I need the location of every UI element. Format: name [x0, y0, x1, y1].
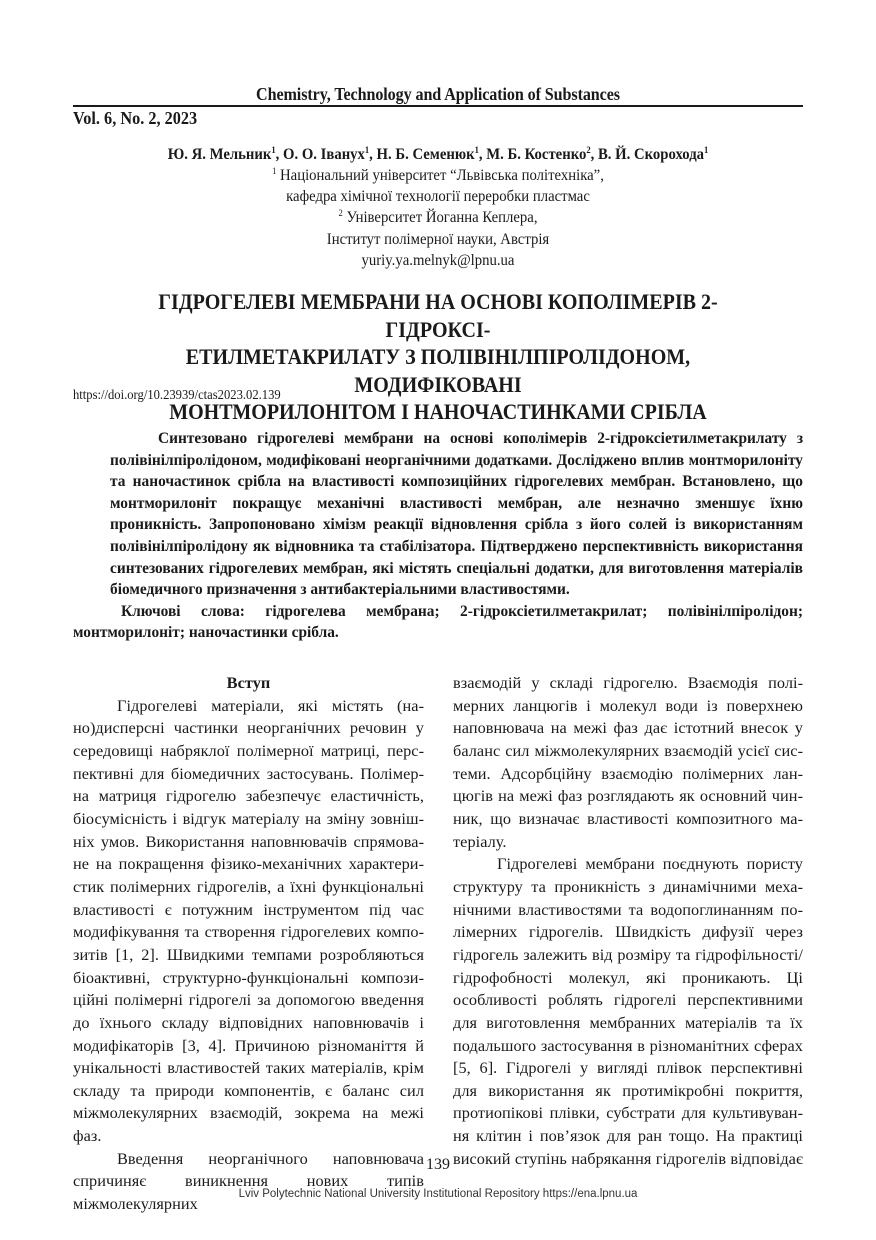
paragraph: взаємодій у складі гідрогелю. Взаємодія полімерних ланцюгів і молекул води із поверхнею наповнювача на межі фаз дає істотний внесок у баланс сил міжмолекулярних взаємодій усієї системи. Адсорбційну взаємодію полімерних ланцюгів на межі фаз розглядають як основний чинник, що визначає властивості композитного матеріалу. [453, 673, 803, 851]
article-title [119, 288, 756, 426]
keywords: Ключові слова: гідрогелева мембрана; 2-гідроксіетилметакрилат; полівінілпіролідон; монтморилоніт; наночастинки срібла. [73, 602, 803, 642]
affiliations [22, 165, 854, 271]
author-affiliation-mark: 2 [586, 144, 591, 155]
repository-footer: Lviv Polytechnic National University Institutional Repository https://ena.lpnu.ua [238, 1188, 638, 1200]
affiliation-2-line-2: Інститут полімерної науки, Австрія [326, 230, 550, 248]
author-name: Н. Б. Семенюк [376, 146, 475, 163]
author-email[interactable]: yuriy.ya.melnyk@lpnu.ua [361, 251, 515, 269]
page-number: 139 [426, 1156, 450, 1173]
affiliation-1-line-1: $^1$ Національний університет “Львівська політехніка”, [272, 165, 604, 184]
volume-info: Vol. 6, No. 2, 2023 [73, 108, 198, 128]
paragraph: Гідрогелеві мембрани поєднують пористу структуру та проникність з динамічними механічними властивостями та водопоглинанням полімерних гідрогелів. Швидкість дифузії через гідрогель залежить від розміру та гідрофільності/гідрофобності молекул, які проникають. Ці особливості роблять гідрогелі перспективними для виготовлення мембранних матеріалів та їх подальшого застосування в різноманітних сферах [5, 6]. Гідрогелі у вигляді плівок перспективні для використання як протимікробні покриття, протиопікові плівки, субстрати для культивування клітин і пов’язок для ран тощо. На практиці високий ступінь набрякання гідрогелів відповідає [453, 854, 803, 1168]
author-name: О. О. Іванух [283, 146, 365, 163]
section-heading: Вступ [226, 673, 271, 692]
title-line: МОНТМОРИЛОНІТОМ І НАНОЧАСТИНКАМИ СРІБЛА [169, 399, 707, 424]
affiliation-1-line-2: кафедра хімічної технології переробки пластмас [286, 188, 590, 206]
paragraph: Введення неорганічного наповнювача спричиняє виникнення нових типів міжмолекулярних [73, 1148, 424, 1214]
abstract [73, 428, 803, 644]
author-affiliation-mark: 1 [474, 144, 479, 155]
author-affiliation-mark: 1 [364, 144, 370, 155]
author-name: М. Б. Костенко [486, 146, 587, 163]
body-column-right [453, 672, 803, 1170]
title-line: ЕТИЛМЕТАКРИЛАТУ З ПОЛІВІНІЛПІРОЛІДОНОМ, МОДИФІКОВАНІ [185, 344, 691, 397]
author-list: Ю. Я. Мельник$^1$, О. О. Іванух$^1$, Н. Б. Семенюк$^1$, М. Б. Костенко$^2$, В. Й. Скорохода$^1$ [167, 144, 709, 163]
header-rule [73, 105, 803, 107]
journal-title: Chemistry, Technology and Application of Substances [256, 84, 620, 104]
author-affiliation-mark: 1 [704, 144, 709, 155]
paragraph: Гідрогелеві матеріали, які містять (нано)дисперсні частинки неорганічних речовин у середовищі набряклої полімерної матриці, перспективні для біомедичних застосувань. Полімерна матриця гідрогелю забезпечує еластичність, біосумісність і відгук матеріалу на зміну зовнішніх умов. Використання наповнювачів спрямоване на покращення фізико-механічних характеристик полімерних гідрогелів, а їхні функціональні властивості є потужним інструментом під час модифікування та створення гідрогелевих композитів [1, 2]. Швидкими темпами розробляються біоактивні, структурно-функціональні композиційні полімерні гідрогелі за допомогою введення до їхнього складу відповідних наповнювачів і модифікаторів [3, 4]. Причиною різноманіття й унікальності властивостей таких матеріалів, крім складу та природи компонентів, є баланс сил міжмолекулярних взаємодій, зокрема на межі фаз. [73, 695, 424, 1146]
author-affiliation-mark: 1 [271, 144, 276, 155]
body-column-left [73, 672, 424, 1216]
title-line: ГІДРОГЕЛЕВІ МЕМБРАНИ НА ОСНОВІ КОПОЛІМЕРІВ 2-ГІДРОКСІ- [158, 289, 718, 342]
affiliation-2-line-1: $^2$ Університет Йоганна Кеплера, [338, 208, 538, 227]
abstract-text: Синтезовано гідрогелеві мембрани на основі кополімерів 2-гідроксіетилметакрилату з полівінілпіролідоном, модифіковані неорганічними додатками. Досліджено вплив монтморилоніту та наночастинок срібла на властивості композиційних гідрогелевих мембран. Встановлено, що монтморилоніт покращує механічні властивості мембран, але незначно зменшує їхню проникність. Запропоновано хімізм реакції відновлення срібла з його солей із використанням полівінілпіролідону як відновника та стабілізатора. Підтверджено перспективність використання синтезованих гідрогелевих мембран, які містять спеціальні додатки, для виготовлення матеріалів біомедичного призначення з антибактеріальними властивостями. [110, 430, 803, 599]
author-name: В. Й. Скорохода [597, 146, 705, 163]
author-name: Ю. Я. Мельник [167, 146, 272, 163]
doi-link[interactable]: https://doi.org/10.23939/ctas2023.02.139 [73, 388, 281, 403]
